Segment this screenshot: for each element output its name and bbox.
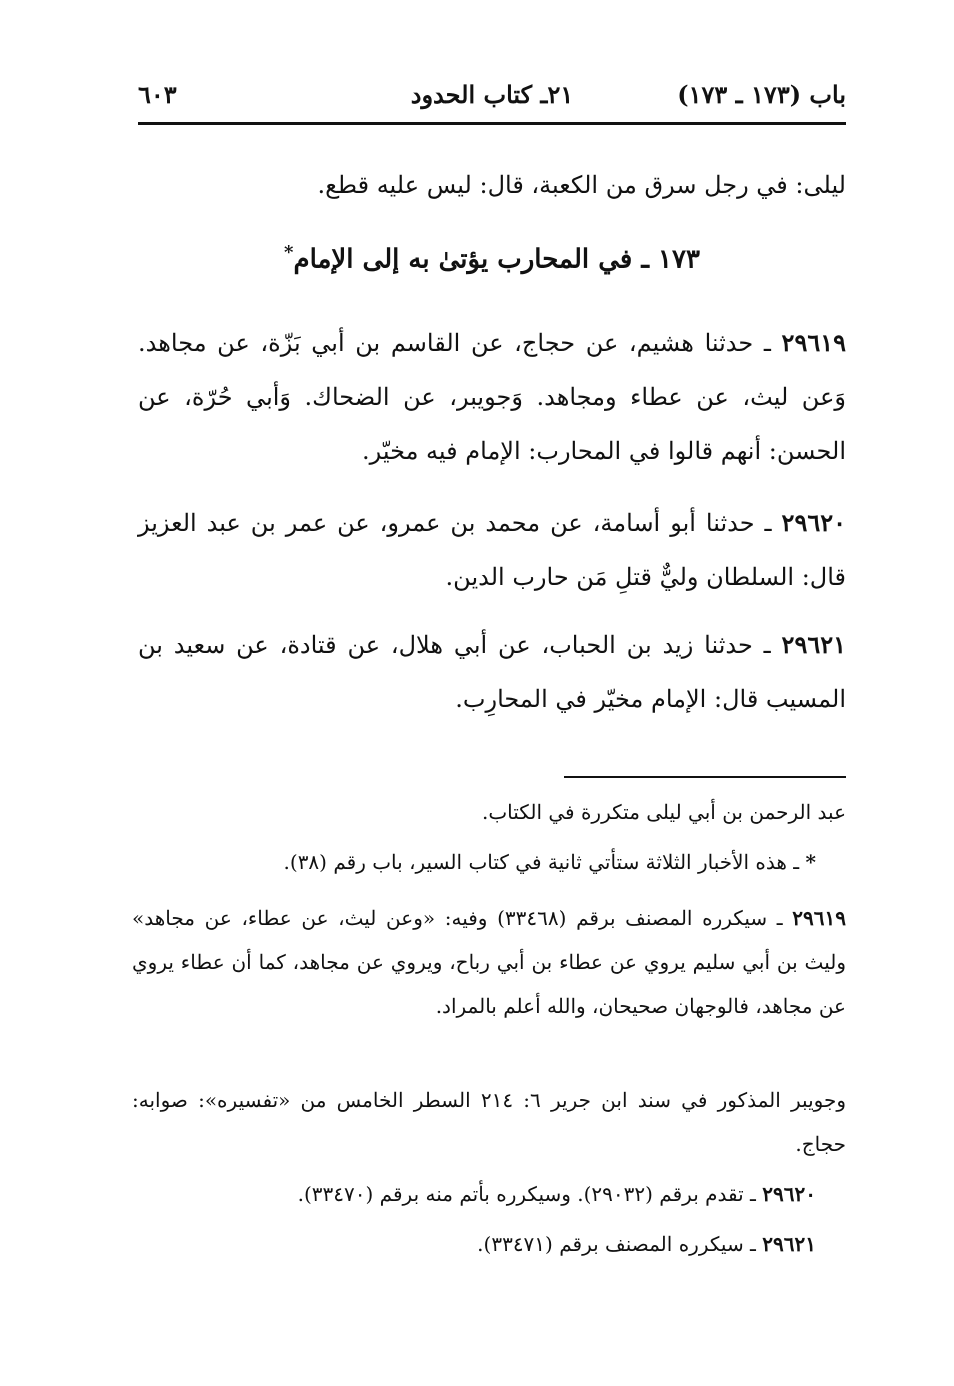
hadith-paragraph	[138, 618, 846, 726]
footnote-entry	[132, 896, 846, 1028]
footnote-entry	[132, 1172, 816, 1216]
hadith-text: ـ حدثنا هشيم، عن حجاج، عن القاسم بن أبي بَزّة، عن مجاهد. وَعن ليث، عن عطاء ومجاهد. وَجويبر، عن الضحاك. وَأبي حُرّة، عن الحسن: أنهم قالوا في المحارب: الإمام فيه مخيّر.	[138, 329, 846, 465]
hadith-paragraph	[138, 496, 846, 604]
hadith-text: ـ حدثنا زيد بن الحباب، عن أبي هلال، عن قتادة، عن سعيد بن المسيب قال: الإمام مخيّر في المحارِب.	[138, 631, 846, 713]
intro-line	[138, 158, 846, 212]
page-number: ٦٠٣	[138, 80, 177, 109]
page-header	[138, 80, 846, 120]
hadith-number: ٢٩٦١٩	[781, 328, 846, 357]
footnote-number: ٢٩٦٢٠	[762, 1182, 816, 1206]
intro-text: ليلى: في رجل سرق من الكعبة، قال: ليس عليه قطع.	[317, 171, 846, 199]
book-title: ٢١ـ كتاب الحدود	[410, 80, 574, 109]
header-rule	[138, 122, 846, 125]
hadith-number: ٢٩٦٢٠	[781, 508, 846, 537]
section-heading	[138, 242, 846, 275]
hadith-number: ٢٩٦٢١	[781, 630, 846, 659]
footnote-entry	[132, 1222, 816, 1266]
footnote-text: ـ سيكرره المصنف برقم (٣٣٤٦٨) وفيه: «وعن ليث، عن عطاء، عن مجاهد» وليث بن أبي سليم يروي عن عطاء بن أبي رباح، ويروي عن مجاهد، كما أن عطاء يروي عن مجاهد، فالوجهان صحيحان، والله أعلم بالمراد.	[132, 906, 846, 1018]
footnote-number: ٢٩٦١٩	[792, 906, 847, 930]
hadith-text: ـ حدثنا أبو أسامة، عن محمد بن عمرو، عن عمر بن عبد العزيز قال: السلطان وليٌّ قتلِ مَن حارب الدين.	[138, 509, 846, 591]
footnote-number: ٢٩٦٢١	[762, 1232, 816, 1256]
footnote-text: وجويبر المذكور في سند ابن جرير ٦: ٢١٤ السطر الخامس من «تفسيره»: صوابه: حجاج.	[132, 1088, 846, 1156]
section-title: ١٧٣ ـ في المحارب يؤتىٰ به إلى الإمام	[293, 244, 700, 275]
footnote-continuation	[132, 790, 846, 834]
star-marker: *	[805, 850, 816, 874]
footnote-entry	[132, 1078, 846, 1166]
section-marker: *	[284, 242, 294, 263]
footnote-rule	[564, 776, 846, 778]
footnote-text: ـ تقدم برقم (٢٩٠٣٢). وسيكرره بأتم منه برقم (٣٣٤٧٠).	[297, 1182, 756, 1206]
footnote-text: عبد الرحمن بن أبي ليلى متكررة في الكتاب.	[481, 800, 846, 824]
footnote-text: ـ سيكرره المصنف برقم (٣٣٤٧١).	[477, 1232, 756, 1256]
hadith-paragraph	[138, 316, 846, 478]
footnote-star	[132, 840, 816, 884]
chapter-range: باب (١٧٣ ـ ١٧٣)	[677, 80, 846, 109]
footnote-text: ـ هذه الأخبار الثلاثة ستأتي ثانية في كتاب السير، باب رقم (٣٨).	[283, 850, 800, 874]
